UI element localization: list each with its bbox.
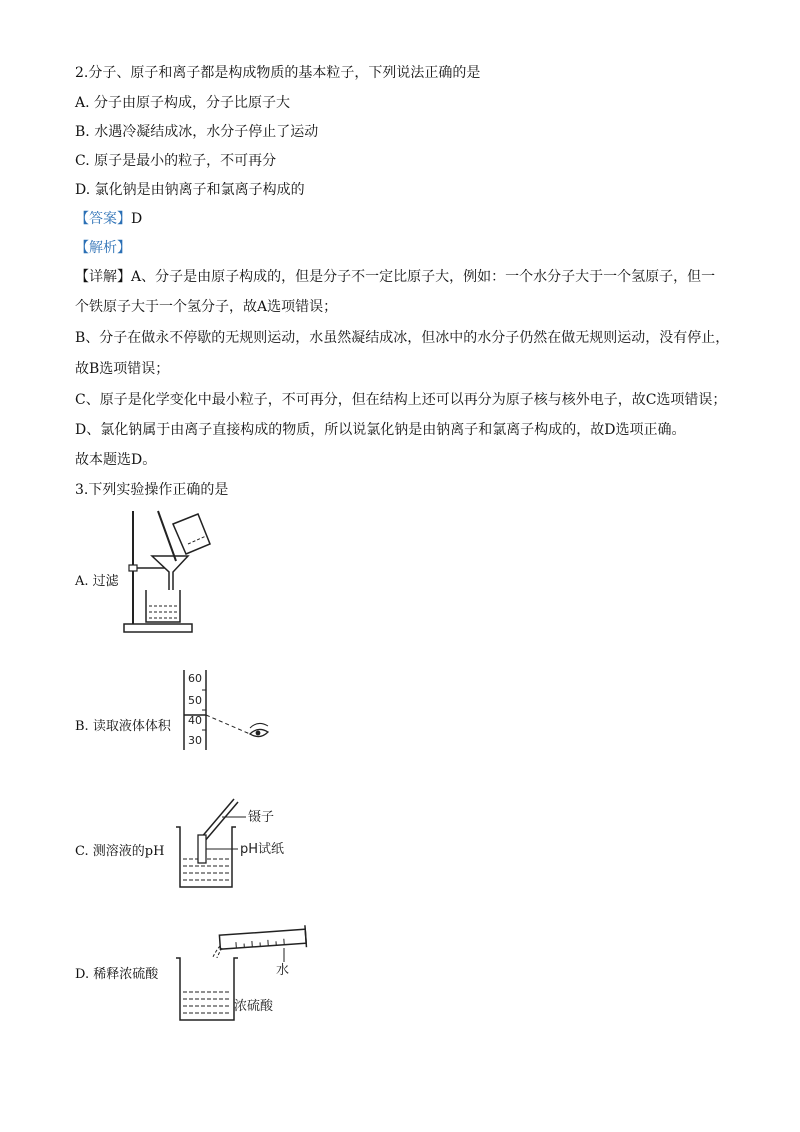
tick-label-40: 40 [188, 714, 202, 727]
analysis-tag: 【解析】 [75, 240, 131, 256]
tick-label-50: 50 [188, 694, 202, 707]
acid-label: 浓硫酸 [234, 999, 274, 1014]
q3-option-d: D. 稀释浓硫酸 [75, 967, 159, 982]
answer-line [75, 209, 142, 229]
q2-option-a: A. 分子由原子构成，分子比原子大 [75, 95, 291, 111]
detail-line-3: B、分子在做永不停歇的无规则运动，水虽然凝结成冰，但冰中的水分子仍然在做无规则运动，没有停止， [75, 330, 730, 346]
cylinder-reading-figure [178, 668, 278, 752]
q2-option-b: B. 水遇冷凝结成冰，水分子停止了运动 [75, 124, 319, 140]
detail-line-4: 故B选项错误； [75, 361, 170, 377]
q3-stem: 3.下列实验操作正确的是 [75, 482, 229, 498]
detail-line-5: C、原子是化学变化中最小粒子，不可再分，但在结构上还可以再分为原子核与核外电子，故C选项错误； [75, 392, 727, 408]
q3-option-c: C. 测溶液的pH [75, 844, 165, 859]
detail-line-7: 故本题选D。 [75, 452, 157, 468]
tick-label-60: 60 [188, 672, 202, 685]
q2-stem: 2.分子、原子和离子都是构成物质的基本粒子，下列说法正确的是 [75, 65, 481, 81]
detail-line-2: 个铁原子大于一个氢分子，故A选项错误； [75, 299, 338, 315]
q2-option-d: D. 氯化钠是由钠离子和氯离子构成的 [75, 182, 305, 198]
ph-test-figure [170, 795, 320, 895]
tick-label-30: 30 [188, 734, 202, 747]
dilution-figure [176, 920, 326, 1026]
tweezers-label: 镊子 [248, 810, 275, 825]
detail-line-6: D、氯化钠属于由离子直接构成的物质，所以说氯化钠是由钠离子和氯离子构成的，故D选项正确。 [75, 422, 686, 438]
answer-value: D [131, 211, 143, 227]
eye-icon [250, 723, 268, 736]
q3-option-b: B. 读取液体体积 [75, 719, 171, 734]
detail-line-1: 【详解】A、分子是由原子构成的，但是分子不一定比原子大，例如：一个水分子大于一个氢原子，但一 [75, 269, 716, 285]
water-label: 水 [276, 963, 290, 978]
answer-tag: 【答案】 [75, 211, 131, 227]
q3-option-a: A. 过滤 [75, 574, 119, 589]
ph-paper-label: pH试纸 [240, 842, 285, 857]
filtration-figure [118, 506, 218, 636]
q2-option-c: C. 原子是最小的粒子，不可再分 [75, 153, 277, 169]
